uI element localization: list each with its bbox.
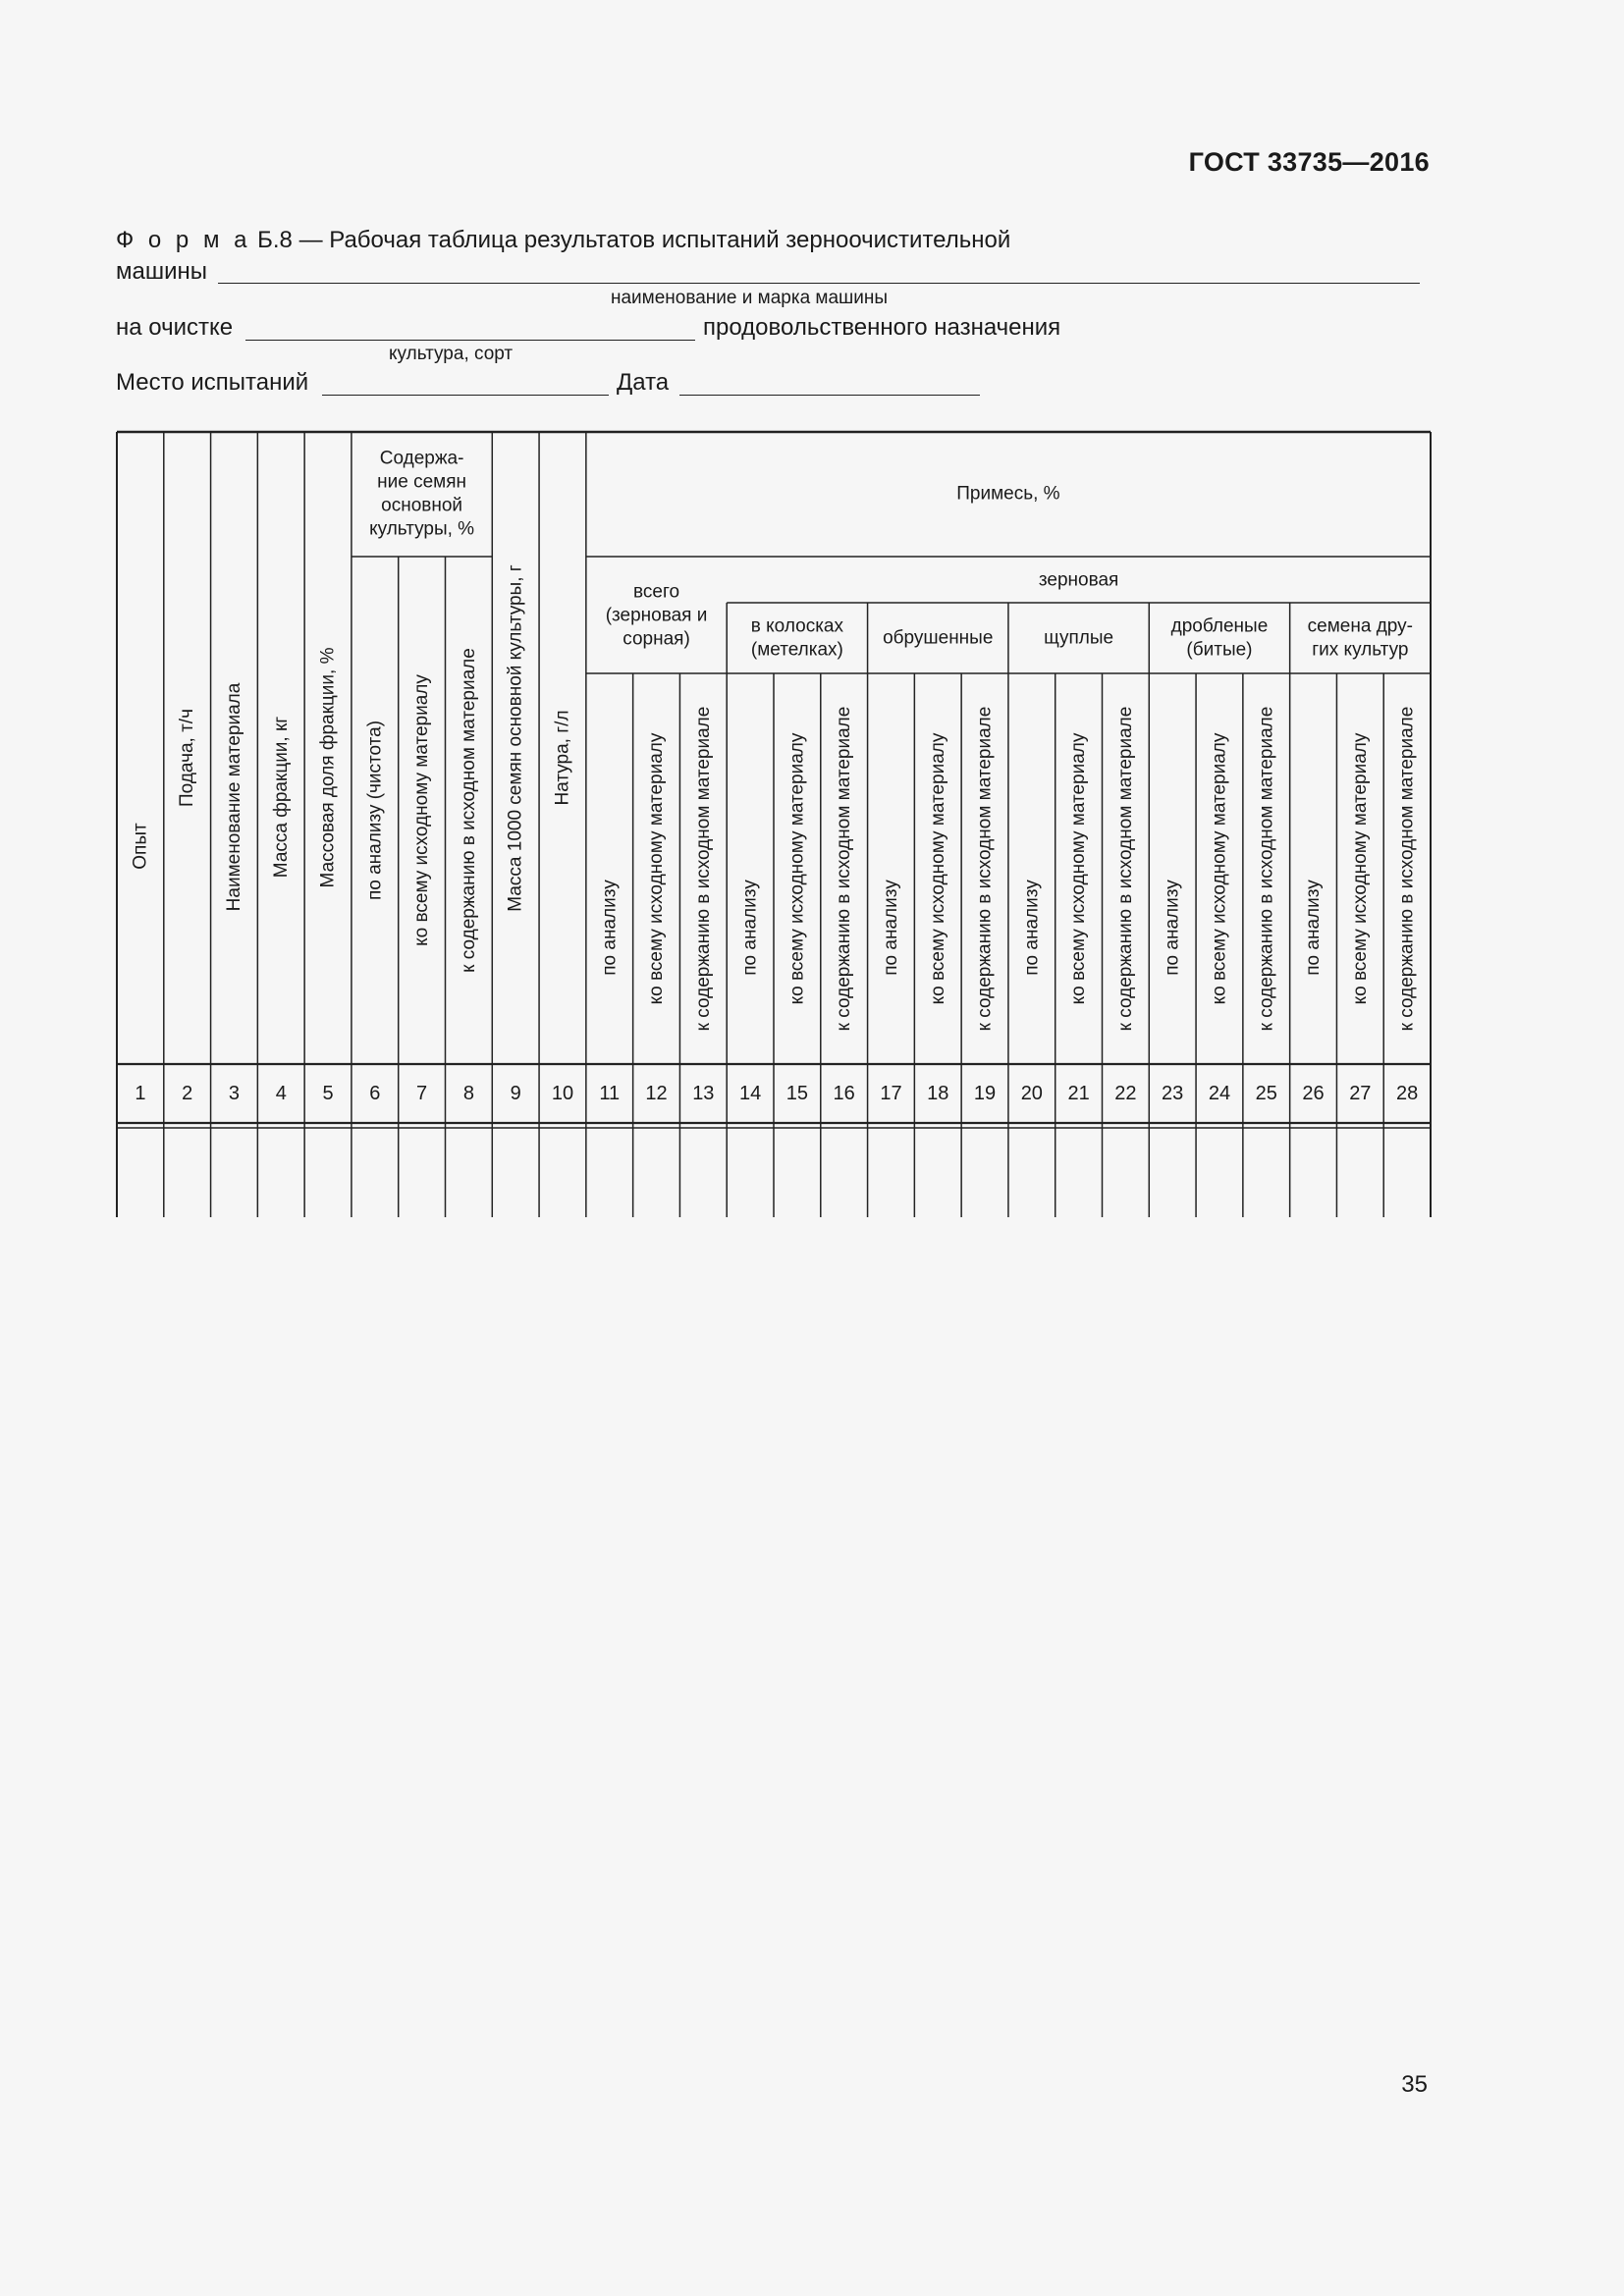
subheader-to-all-material: ко всему исходному материалу — [646, 732, 668, 1005]
column-number: 12 — [645, 1083, 668, 1104]
date-label: Дата — [617, 369, 670, 396]
column-number: 28 — [1395, 1083, 1419, 1104]
column-number: 24 — [1208, 1083, 1231, 1104]
subheader-to-content-in-material: к содержанию в исходном материале — [1256, 706, 1277, 1032]
subheader-by-analysis: по анализу — [1021, 880, 1043, 976]
header-total: сорная) — [623, 628, 690, 650]
column-number: 3 — [228, 1083, 241, 1104]
header-total: (зерновая и — [605, 605, 708, 626]
form-title: Б.8 — Рабочая таблица результатов испытаний зерноочистительной — [257, 227, 1011, 253]
header-material-name: Наименование материала — [223, 682, 244, 912]
place-label: Место испытаний — [116, 369, 309, 396]
subheader-to-all-material: ко всему исходному материалу — [1068, 732, 1090, 1005]
header-ears: (метелках) — [750, 639, 843, 661]
column-number: 6 — [369, 1083, 381, 1104]
header-main-crop-content: культуры, % — [369, 518, 475, 540]
column-number: 22 — [1114, 1083, 1137, 1104]
header-shriveled: щуплые — [1044, 627, 1114, 649]
column-number: 4 — [275, 1083, 287, 1104]
header-other-crop-seeds: семена дру- — [1307, 615, 1413, 637]
subheader-to-all-material: ко всему исходному материалу — [1349, 732, 1371, 1005]
subheader-to-content-in-material: к содержанию в исходном материале — [974, 706, 996, 1032]
column-number: 18 — [927, 1083, 949, 1104]
subheader-by-analysis: по анализу — [880, 880, 901, 976]
cleaning-label: на очистке — [116, 314, 234, 341]
header-main-crop-content: основной — [381, 495, 463, 516]
subheader-to-content-in-material: к содержанию в исходном материале — [834, 706, 855, 1032]
header-fraction-mass: Масса фракции, кг — [270, 716, 292, 879]
header-other-crop-seeds: гих культур — [1312, 639, 1409, 661]
header-to-content-in-material: к содержанию в исходном материале — [458, 648, 479, 973]
column-number: 10 — [551, 1083, 574, 1104]
header-ears: в колосках — [750, 615, 844, 637]
column-number: 27 — [1349, 1083, 1372, 1104]
header-test-weight: Натура, г/л — [552, 710, 573, 806]
column-number: 2 — [182, 1083, 193, 1104]
header-total: всего — [633, 581, 680, 603]
column-number: 8 — [462, 1083, 474, 1104]
column-number: 7 — [416, 1083, 428, 1104]
column-number: 1 — [135, 1083, 146, 1104]
column-number: 23 — [1162, 1083, 1184, 1104]
header-experiment: Опыт — [130, 823, 151, 870]
subheader-by-analysis: по анализу — [1162, 880, 1183, 976]
document-code: ГОСТ 33735—2016 — [1188, 147, 1430, 177]
column-number: 26 — [1302, 1083, 1325, 1104]
subheader-by-analysis: по анализу — [739, 880, 761, 976]
header-crushed: дробленые — [1170, 615, 1269, 637]
header-feed: Подача, т/ч — [177, 709, 198, 807]
column-number: 13 — [692, 1083, 715, 1104]
header-main-crop-content: ние семян — [377, 471, 467, 493]
crop-caption: культура, сорт — [389, 344, 514, 364]
column-number: 21 — [1067, 1083, 1090, 1104]
subheader-by-analysis: по анализу — [599, 880, 621, 976]
header-crushed: (битые) — [1186, 639, 1253, 661]
column-number: 9 — [510, 1083, 521, 1104]
header-impurity: Примесь, % — [956, 483, 1060, 505]
column-number: 5 — [322, 1083, 334, 1104]
column-number: 17 — [880, 1083, 902, 1104]
column-number: 20 — [1020, 1083, 1043, 1104]
subheader-to-content-in-material: к содержанию в исходном материале — [1396, 706, 1418, 1032]
subheader-to-content-in-material: к содержанию в исходном материале — [692, 706, 714, 1032]
page-number: 35 — [1401, 2071, 1428, 2098]
form-prefix: Ф о р м а — [116, 227, 251, 253]
column-number: 19 — [973, 1083, 997, 1104]
cleaning-suffix: продовольственного назначения — [703, 314, 1061, 341]
header-grain: зерновая — [1038, 569, 1119, 591]
header-thousand-seed-mass: Масса 1000 семян основной культуры, г — [505, 564, 526, 912]
subheader-to-all-material: ко всему исходному материалу — [786, 732, 808, 1005]
subheader-to-all-material: ко всему исходному материалу — [927, 732, 948, 1005]
header-main-crop-content: Содержа- — [379, 448, 464, 469]
header-to-all-material: ко всему исходному материалу — [411, 674, 433, 946]
column-number: 25 — [1255, 1083, 1277, 1104]
header-by-analysis-purity: по анализу (чистота) — [364, 720, 386, 901]
header-fraction-share: Массовая доля фракции, % — [317, 647, 339, 888]
machine-label: машины — [116, 258, 208, 285]
subheader-to-content-in-material: к содержанию в исходном материале — [1114, 706, 1136, 1032]
subheader-by-analysis: по анализу — [1303, 880, 1325, 976]
column-number: 11 — [599, 1083, 621, 1104]
column-number: 15 — [785, 1083, 809, 1104]
header-hulled: обрушенные — [883, 627, 994, 649]
column-number: 16 — [833, 1083, 855, 1104]
subheader-to-all-material: ко всему исходному материалу — [1209, 732, 1230, 1005]
machine-caption: наименование и марка машины — [611, 288, 889, 308]
column-number: 14 — [738, 1083, 762, 1104]
